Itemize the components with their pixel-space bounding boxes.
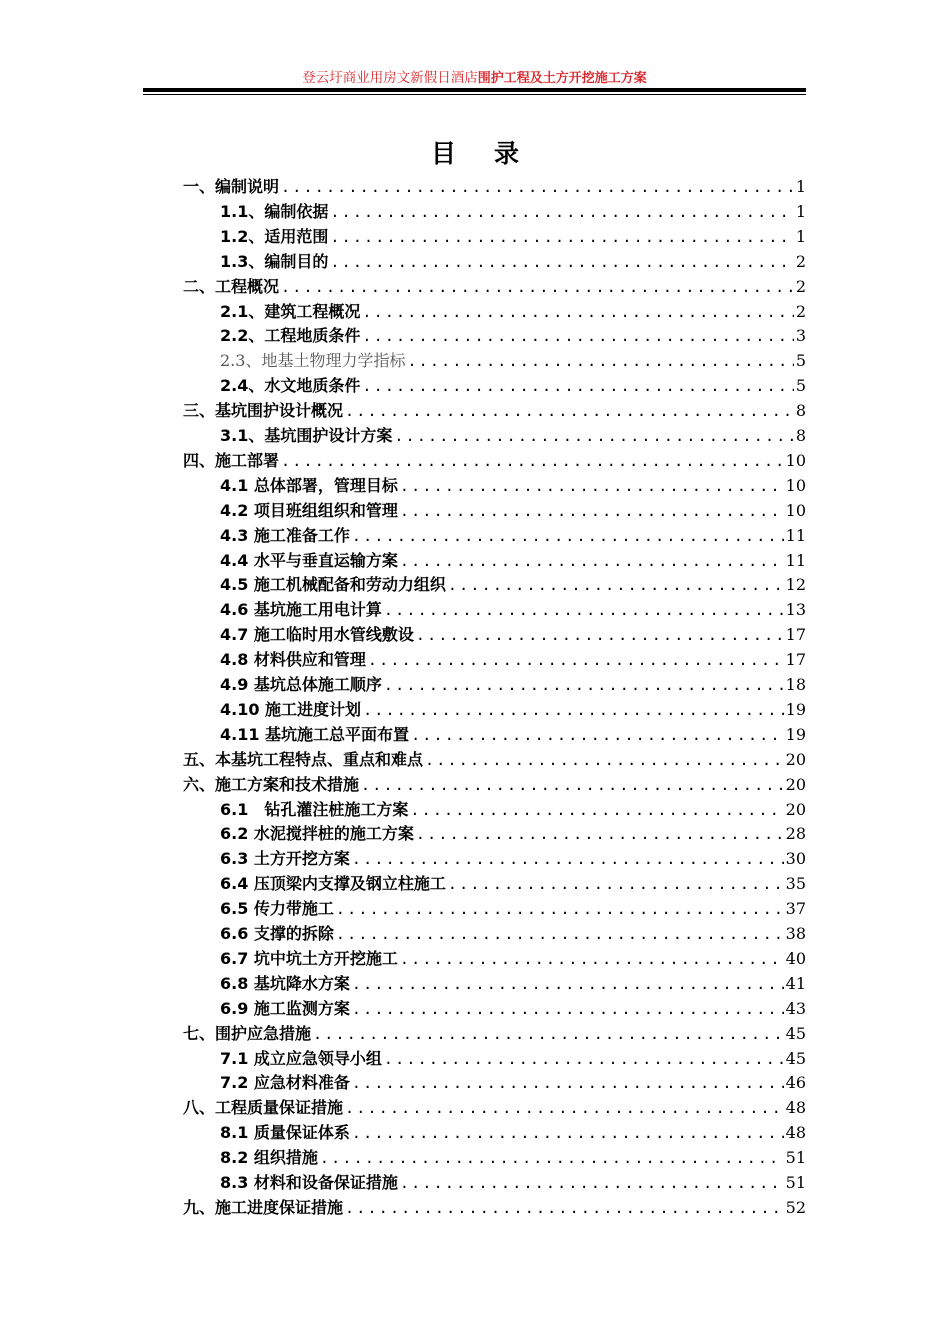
toc-entry-label: 6.4 压顶梁内支撑及钢立柱施工: [220, 874, 446, 894]
toc-entry-label: 4.7 施工临时用水管线敷设: [220, 625, 414, 645]
toc-entry[interactable]: [220, 200, 806, 224]
toc-entry-label: 4.8 材料供应和管理: [220, 650, 366, 670]
header-text-regular: 登云圩商业用房文新假日酒店: [302, 70, 478, 86]
toc-entry-label: 2.4、水文地质条件: [220, 376, 361, 396]
toc-entry-label: 8.2 组织措施: [220, 1148, 318, 1168]
toc-entry[interactable]: [183, 449, 806, 473]
header-text-bold: 围护工程及土方开挖施工方案: [477, 71, 647, 86]
toc-leader-dots: [394, 424, 793, 448]
toc-entry-page: 38: [785, 924, 806, 943]
toc-entry-page: 11: [785, 550, 806, 570]
toc-entry-page: 37: [785, 899, 806, 919]
toc-entry-page: 40: [785, 948, 806, 968]
toc-entry-label: 七、围护应急措施: [183, 1023, 312, 1043]
toc-entry-page: 12: [785, 575, 806, 595]
toc-entry-page: 5: [795, 351, 806, 371]
toc-entry[interactable]: [220, 847, 806, 871]
toc-entry-label: 7.1 成立应急领导小组: [220, 1048, 382, 1068]
toc-entry[interactable]: [220, 1171, 806, 1195]
toc-entry-label: 二、工程概况: [183, 276, 280, 296]
toc-entry-page: 18: [785, 675, 806, 694]
toc-entry-page: 51: [785, 1148, 806, 1168]
toc-entry-label: 4.11 基坑施工总平面布置: [220, 724, 410, 744]
toc-entry[interactable]: [220, 623, 806, 647]
toc-leader-dots: [384, 673, 784, 697]
toc-entry-page: 10: [785, 500, 806, 520]
toc-entry[interactable]: [220, 972, 806, 996]
toc-entry[interactable]: [220, 673, 806, 697]
toc-leader-dots: [448, 573, 784, 597]
toc-entry-label: 4.10 施工进度计划: [220, 699, 362, 719]
toc-entry[interactable]: [220, 1121, 806, 1145]
toc-entry-label: 7.2 应急材料准备: [220, 1073, 350, 1093]
toc-entry-page: 43: [785, 998, 806, 1018]
toc-entry[interactable]: [220, 723, 806, 747]
toc-leader-dots: [361, 773, 784, 797]
toc-leader-dots: [425, 748, 784, 772]
toc-leader-dots: [362, 300, 793, 324]
toc-entry-page: 45: [785, 1023, 806, 1043]
toc-leader-dots: [352, 972, 784, 996]
toc-entry-label: 1.3、编制目的: [220, 251, 329, 271]
toc-entry[interactable]: [220, 524, 806, 548]
toc-leader-dots: [345, 1096, 784, 1120]
toc-entry-label: 6.5 传力带施工: [220, 899, 334, 919]
toc-entry-label: 五、本基坑工程特点、重点和难点: [183, 749, 424, 769]
toc-entry[interactable]: [220, 1047, 806, 1071]
toc-entry-label: 4.2 项目班组组织和管理: [220, 500, 398, 520]
toc-entry-label: 4.4 水平与垂直运输方案: [220, 550, 398, 570]
toc-entry-label: 一、编制说明: [183, 177, 280, 196]
page-header: [143, 66, 806, 86]
toc-entry-page: 46: [785, 1073, 806, 1093]
page-title: 目录: [430, 139, 557, 168]
toc-leader-dots: [352, 1071, 784, 1095]
toc-entry[interactable]: [220, 822, 806, 846]
toc-entry[interactable]: [220, 698, 806, 722]
toc-entry-page: 35: [785, 874, 806, 894]
toc-leader-dots: [330, 225, 793, 249]
toc-entry-label: 6.8 基坑降水方案: [220, 973, 350, 993]
toc-leader-dots: [336, 897, 784, 921]
toc-entry-page: 5: [795, 376, 806, 396]
toc-entry-page: 17: [785, 650, 806, 670]
toc-leader-dots: [400, 499, 784, 523]
toc-leader-dots: [352, 524, 784, 548]
toc-entry-label: 4.9 基坑总体施工顺序: [220, 675, 382, 694]
toc-leader-dots: [416, 623, 784, 647]
toc-entry[interactable]: [220, 573, 806, 597]
toc-entry-label: 2.2、工程地质条件: [220, 326, 361, 346]
toc-entry[interactable]: [220, 474, 806, 498]
toc-entry-page: 19: [785, 699, 806, 719]
toc-entry[interactable]: [183, 399, 806, 423]
toc-entry-label: 6.2 水泥搅拌桩的施工方案: [220, 824, 414, 844]
toc-entry-label: 6.6 支撑的拆除: [220, 924, 334, 943]
toc-entry-label: 3.1、基坑围护设计方案: [220, 426, 393, 445]
toc-entry-label: 8.3 材料和设备保证措施: [220, 1173, 398, 1192]
toc-entry[interactable]: [220, 324, 806, 348]
toc-entry-label: 6.9 施工监测方案: [220, 998, 350, 1018]
toc-entry-page: 2: [795, 251, 806, 271]
toc-leader-dots: [336, 922, 784, 946]
toc-entry-page: 19: [785, 724, 806, 744]
toc-entry[interactable]: [220, 349, 806, 373]
toc-leader-dots: [368, 648, 784, 672]
toc-entry[interactable]: [183, 1096, 806, 1120]
toc-entry[interactable]: [220, 872, 806, 896]
toc-entry-label: 4.6 基坑施工用电计算: [220, 600, 382, 620]
toc-leader-dots: [407, 349, 793, 373]
toc-leader-dots: [400, 1171, 784, 1195]
toc-leader-dots: [400, 549, 784, 573]
toc-entry-page: 2: [795, 301, 806, 321]
toc-leader-dots: [384, 1047, 784, 1071]
toc-entry-page: 20: [785, 749, 806, 769]
toc-entry-page: 2: [795, 276, 806, 296]
toc-entry-label: 2.1、建筑工程概况: [220, 301, 361, 321]
toc-entry-label: 1.2、适用范围: [220, 226, 329, 246]
toc-entry-page: 48: [785, 1123, 806, 1143]
toc-entry-page: 51: [785, 1173, 806, 1192]
toc-entry-page: 11: [785, 525, 806, 545]
toc-entry[interactable]: [220, 947, 806, 971]
toc-entry-page: 41: [785, 973, 806, 993]
toc-entry-label: 三、基坑围护设计概况: [183, 401, 344, 421]
toc-leader-dots: [362, 324, 793, 348]
toc-entry-label: 4.1 总体部署，管理目标: [220, 475, 398, 495]
toc-entry[interactable]: [220, 1071, 806, 1095]
toc-leader-dots: [411, 723, 784, 747]
toc-leader-dots: [281, 175, 794, 199]
toc-entry-page: 10: [785, 475, 806, 495]
toc-entry-label: 2.3、地基土物理力学指标: [220, 351, 406, 371]
toc-entry[interactable]: [220, 424, 806, 448]
toc-entry-label: 8.1 质量保证体系: [220, 1123, 350, 1143]
toc-leader-dots: [362, 374, 793, 398]
toc-entry[interactable]: [183, 1196, 806, 1220]
toc-entry-page: 1: [795, 201, 806, 221]
toc-entry-page: 13: [785, 600, 806, 620]
toc-leader-dots: [400, 474, 784, 498]
toc-leader-dots: [352, 1121, 784, 1145]
header-rule-thick: [143, 88, 806, 92]
toc-entry-page: 45: [785, 1048, 806, 1068]
toc-entry-label: 八、工程质量保证措施: [183, 1098, 344, 1118]
toc-entry-page: 52: [785, 1197, 806, 1217]
toc-entry-label: 6.7 坑中坑土方开挖施工: [220, 948, 398, 968]
toc-entry-label: 九、施工进度保证措施: [183, 1197, 344, 1217]
toc-leader-dots: [416, 822, 784, 846]
toc-entry[interactable]: [220, 897, 806, 921]
toc-entry[interactable]: [220, 997, 806, 1021]
toc-entry[interactable]: [183, 1022, 806, 1046]
toc-entry[interactable]: [220, 250, 806, 274]
toc-entry-page: 20: [785, 799, 806, 819]
toc-entry-page: 48: [785, 1098, 806, 1118]
toc-entry[interactable]: [220, 648, 806, 672]
toc-entry[interactable]: [220, 374, 806, 398]
toc-entry[interactable]: [220, 300, 806, 324]
toc-entry-label: 1.1、编制依据: [220, 201, 329, 221]
toc-entry-label: 4.3 施工准备工作: [220, 525, 350, 545]
toc-leader-dots: [345, 399, 794, 423]
toc-leader-dots: [448, 872, 784, 896]
toc-leader-dots: [281, 449, 784, 473]
toc-entry[interactable]: [183, 773, 806, 797]
toc-leader-dots: [363, 698, 784, 722]
toc-entry[interactable]: [220, 549, 806, 573]
toc-entry[interactable]: [183, 175, 806, 199]
toc-entry-page: 10: [785, 450, 806, 470]
toc-entry-label: 4.5 施工机械配备和劳动力组织: [220, 575, 446, 595]
toc-leader-dots: [320, 1146, 784, 1170]
toc-entry[interactable]: [220, 922, 806, 946]
toc-entry-label: 6.3 土方开挖方案: [220, 849, 350, 869]
toc-entry-page: 3: [795, 326, 806, 346]
toc-entry[interactable]: [183, 275, 806, 299]
toc-leader-dots: [410, 798, 783, 822]
header-rule-thin: [143, 94, 806, 95]
toc-entry-page: 1: [795, 226, 806, 246]
toc-leader-dots: [352, 997, 784, 1021]
toc-entry[interactable]: [183, 748, 806, 772]
toc-leader-dots: [330, 250, 793, 274]
toc-entry[interactable]: [220, 798, 806, 822]
toc-entry[interactable]: [220, 225, 806, 249]
toc-entry-page: 17: [785, 625, 806, 645]
toc-entry-label: 六、施工方案和技术措施: [183, 774, 360, 794]
toc-leader-dots: [384, 598, 784, 622]
toc-entry-page: 28: [785, 824, 806, 844]
toc-entry-page: 1: [795, 177, 806, 196]
toc-entry-page: 8: [795, 426, 806, 445]
toc-leader-dots: [400, 947, 784, 971]
toc-entry-page: 8: [795, 401, 806, 421]
toc-entry[interactable]: [220, 499, 806, 523]
toc-leader-dots: [345, 1196, 784, 1220]
toc-leader-dots: [352, 847, 784, 871]
toc-entry-page: 20: [785, 774, 806, 794]
toc-entry-page: 30: [785, 849, 806, 869]
toc-leader-dots: [313, 1022, 784, 1046]
toc-entry[interactable]: [220, 1146, 806, 1170]
toc-entry-label: 四、施工部署: [183, 450, 280, 470]
toc-leader-dots: [330, 200, 793, 224]
toc-entry-label: 6.1 钻孔灌注桩施工方案: [220, 799, 409, 819]
toc-entry[interactable]: [220, 598, 806, 622]
toc-leader-dots: [281, 275, 794, 299]
